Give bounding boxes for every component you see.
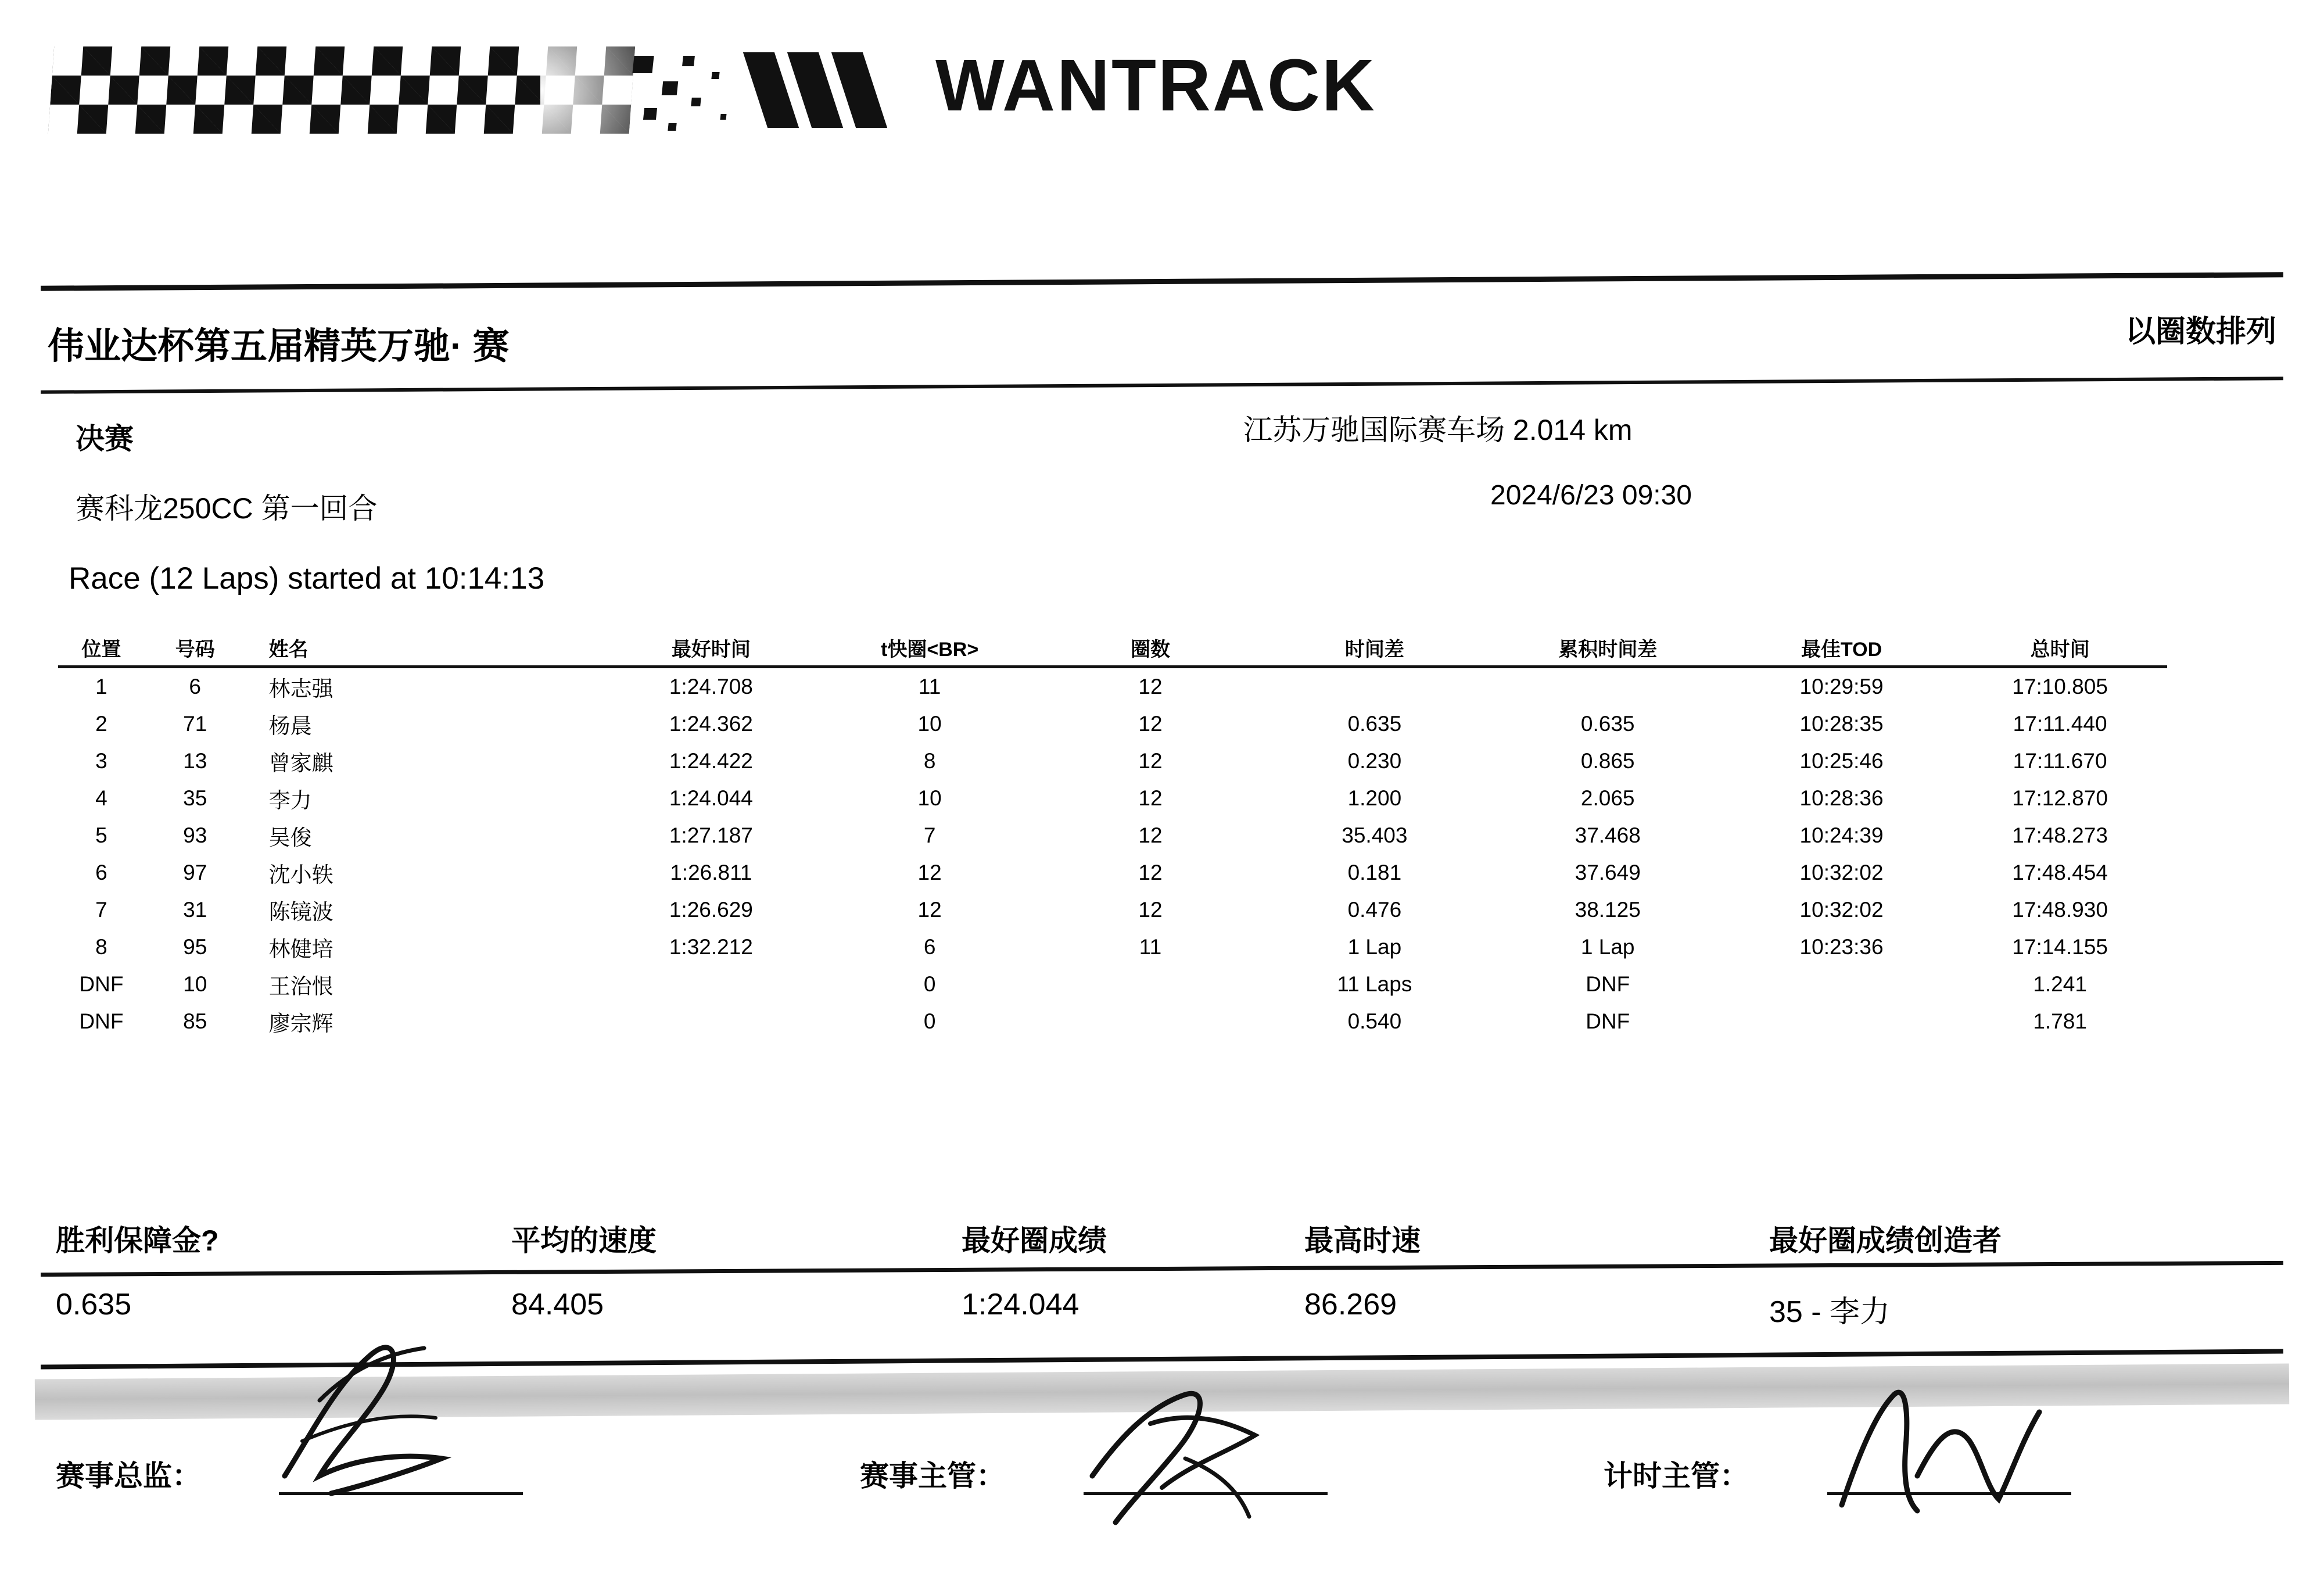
cell-best-tod: 10:28:36 (1799, 786, 1884, 810)
sort-order-note: 以圈数排列 (2125, 315, 2276, 349)
cell-number: 10 (183, 972, 207, 996)
col-laps: 圈数 (1037, 633, 1264, 667)
divider-top (41, 272, 2283, 291)
signature-label-race-manager: 赛事主管： (860, 1460, 1005, 1492)
cell-number: 95 (183, 935, 207, 959)
cell-laps: 12 (1138, 712, 1163, 736)
cell-position: 5 (95, 823, 107, 847)
summary-value-best-lap: 1:24.044 (962, 1288, 1079, 1321)
signature-line-race-manager (1084, 1492, 1328, 1495)
table-row (58, 705, 2167, 743)
cell-best-time: 1:26.811 (670, 861, 752, 884)
cell-best-time: 1:26.629 (669, 898, 753, 922)
summary-values-row (0, 1287, 2324, 1328)
cell-best-tod (1730, 966, 1953, 1003)
col-best-tod: 最佳TOD (1730, 633, 1953, 667)
cell-total-time: 17:48.930 (2012, 898, 2108, 922)
cell-laps: 12 (1138, 675, 1163, 698)
cell-name: 陈镜波 (268, 900, 333, 924)
cell-gap: 0.181 (1347, 861, 1402, 884)
cell-total-time: 17:11.670 (2013, 749, 2107, 773)
table-row (58, 817, 2167, 854)
cell-best-time (600, 966, 822, 1003)
cell-best-lap: 7 (923, 823, 936, 847)
cell-gap: 11 Laps (1337, 972, 1412, 996)
table-row (58, 854, 2167, 891)
cell-total-time: 17:11.440 (2013, 712, 2107, 736)
col-total-gap: 累积时间差 (1486, 633, 1730, 667)
cell-total-gap: 1 Lap (1580, 935, 1635, 959)
wantrack-logo-text: WANTRACK (935, 44, 1376, 126)
cell-name: 吴俊 (268, 826, 312, 850)
flag-speck-icon (711, 72, 719, 79)
table-row (58, 966, 2167, 1003)
cell-total-gap: 37.468 (1575, 823, 1641, 847)
cell-best-tod: 10:28:35 (1799, 712, 1884, 736)
flag-speck-icon (662, 81, 679, 95)
col-gap: 时间差 (1264, 633, 1485, 667)
cell-total-gap: DNF (1586, 972, 1630, 996)
cell-best-tod: 10:25:46 (1799, 749, 1884, 773)
cell-best-tod (1730, 1003, 1953, 1040)
cell-name: 沈小轶 (268, 863, 333, 887)
cell-best-time: 1:24.708 (669, 675, 753, 698)
cell-total-time: 17:10.805 (2012, 675, 2108, 698)
summary-label-avg-speed: 平均的速度 (511, 1224, 657, 1257)
cell-best-lap: 0 (923, 1009, 936, 1033)
flag-speck-icon (720, 114, 726, 120)
cell-total-gap: 0.865 (1580, 749, 1635, 773)
page-header (0, 0, 2324, 192)
cell-number: 97 (183, 861, 207, 884)
cell-total-gap: 0.635 (1580, 712, 1635, 736)
cell-best-lap: 11 (918, 675, 941, 698)
cell-best-tod: 10:32:02 (1799, 861, 1884, 884)
cell-best-tod: 10:32:02 (1799, 898, 1884, 922)
summary-label-best-lap: 最好圈成绩 (962, 1224, 1107, 1257)
results-table-head (58, 633, 2167, 667)
checkered-flag-fade (540, 35, 738, 145)
results-table (58, 633, 2167, 1040)
race-started-label: Race (12 Laps) started at 10:14:13 (69, 561, 545, 596)
cell-best-lap: 10 (917, 786, 942, 810)
cell-best-lap: 10 (917, 712, 942, 736)
cell-best-tod: 10:29:59 (1799, 675, 1884, 698)
table-header-row (58, 633, 2167, 667)
cell-gap: 35.403 (1342, 823, 1408, 847)
scan-grey-band (35, 1363, 2289, 1420)
cell-position: DNF (79, 1009, 124, 1033)
signature-label-timing-manager: 计时主管： (1604, 1460, 1749, 1492)
table-row (58, 743, 2167, 780)
cell-best-lap: 6 (923, 935, 936, 959)
cell-number: 13 (183, 749, 207, 773)
cell-number: 6 (189, 675, 201, 698)
col-number: 号码 (145, 633, 246, 667)
cell-gap: 0.635 (1347, 712, 1402, 736)
cell-total-gap: 37.649 (1575, 861, 1641, 884)
summary-value-best-lap-by: 35 - 李力 (1769, 1295, 1891, 1329)
cell-laps: 11 (1139, 935, 1162, 959)
cell-name: 林健培 (268, 937, 333, 961)
table-row (58, 667, 2167, 706)
cell-laps (1037, 1003, 1264, 1040)
cell-position: 7 (95, 898, 107, 922)
cell-best-lap: 8 (923, 749, 936, 773)
summary-label-best-lap-by: 最好圈成绩创造者 (1769, 1224, 2002, 1257)
cell-best-lap: 12 (917, 861, 942, 884)
cell-gap: 1 Lap (1347, 935, 1402, 959)
cell-total-time: 17:12.870 (2012, 786, 2108, 810)
cell-name: 曾家麒 (268, 751, 333, 775)
cell-number: 85 (183, 1009, 207, 1033)
cell-laps: 12 (1138, 823, 1163, 847)
cell-laps: 12 (1138, 861, 1163, 884)
table-row (58, 929, 2167, 966)
summary-labels-row (0, 1217, 2324, 1258)
col-total-time: 总时间 (1953, 633, 2167, 667)
summary-value-avg-speed: 84.405 (511, 1288, 604, 1321)
flag-speck-icon (691, 98, 701, 106)
table-row (58, 780, 2167, 817)
cell-best-tod: 10:23:36 (1799, 935, 1884, 959)
circuit-label: 江苏万驰国际赛车场 2.014 km (1243, 414, 1633, 446)
cell-number: 71 (183, 712, 207, 736)
event-title: 伟业达杯第五届精英万驰· 赛 (48, 326, 510, 367)
cell-best-tod: 10:24:39 (1799, 823, 1884, 847)
col-best-lap: t快圈<BR> (823, 633, 1037, 667)
cell-position: 2 (95, 712, 107, 736)
cell-laps (1037, 966, 1264, 1003)
cell-total-gap (1486, 667, 1730, 706)
divider-summary (41, 1261, 2283, 1277)
cell-gap: 0.230 (1347, 749, 1402, 773)
cell-total-time: 1.241 (2033, 972, 2087, 996)
cell-number: 93 (183, 823, 207, 847)
cell-best-time (600, 1003, 822, 1040)
col-name: 姓名 (246, 633, 600, 667)
col-position: 位置 (58, 633, 145, 667)
cell-total-time: 17:48.273 (2012, 823, 2108, 847)
cell-name: 廖宗辉 (268, 1012, 333, 1035)
summary-value-prize: 0.635 (56, 1288, 132, 1321)
summary-value-top-speed: 86.269 (1304, 1288, 1397, 1321)
cell-best-time: 1:24.422 (669, 749, 753, 773)
cell-total-gap: 38.125 (1575, 898, 1641, 922)
cell-name: 王治恨 (268, 974, 333, 998)
flag-speck-icon (682, 56, 695, 66)
cell-gap: 1.200 (1347, 786, 1402, 810)
divider-under-title (41, 377, 2283, 394)
summary-label-prize: 胜利保障金? (56, 1224, 219, 1257)
signature-line-race-director (279, 1492, 523, 1495)
flag-speck-icon (643, 108, 657, 120)
cell-position: DNF (79, 972, 124, 996)
cell-best-lap: 0 (923, 972, 936, 996)
cell-number: 35 (183, 786, 207, 810)
cell-best-time: 1:24.362 (669, 712, 753, 736)
cell-best-lap: 12 (917, 898, 942, 922)
class-round-label: 赛科龙250CC 第一回合 (76, 492, 378, 525)
flag-speck-icon (632, 56, 654, 73)
table-row (58, 1003, 2167, 1040)
cell-gap: 0.540 (1347, 1009, 1402, 1033)
cell-total-time: 17:48.454 (2012, 861, 2108, 884)
cell-laps: 12 (1138, 898, 1163, 922)
cell-total-gap: 2.065 (1580, 786, 1635, 810)
table-row (58, 891, 2167, 929)
cell-gap: 0.476 (1347, 898, 1402, 922)
summary-label-top-speed: 最高时速 (1304, 1224, 1421, 1257)
signature-line-timing-manager (1827, 1492, 2071, 1495)
cell-total-time: 17:14.155 (2012, 935, 2108, 959)
cell-position: 1 (95, 675, 107, 698)
cell-best-time: 1:27.187 (669, 823, 753, 847)
results-table-wrapper (58, 633, 2167, 1040)
cell-position: 8 (95, 935, 107, 959)
cell-total-time: 1.781 (2033, 1009, 2087, 1033)
wantrack-logo-mark (755, 52, 901, 128)
cell-total-gap: DNF (1586, 1009, 1630, 1033)
cell-best-time: 1:24.044 (669, 786, 753, 810)
datetime-label: 2024/6/23 09:30 (1490, 480, 1692, 511)
cell-name: 李力 (268, 789, 312, 812)
cell-position: 6 (95, 861, 107, 884)
cell-gap (1264, 667, 1485, 706)
cell-name: 杨晨 (268, 714, 312, 738)
cell-number: 31 (183, 898, 207, 922)
cell-laps: 12 (1138, 749, 1163, 773)
signature-label-race-director: 赛事总监： (56, 1460, 201, 1492)
cell-best-time: 1:32.212 (669, 935, 753, 959)
flag-speck-icon (668, 123, 676, 131)
session-label: 决赛 (76, 422, 134, 455)
cell-name: 林志强 (268, 677, 333, 701)
col-best-time: 最好时间 (600, 633, 822, 667)
cell-position: 4 (95, 786, 107, 810)
cell-position: 3 (95, 749, 107, 773)
cell-laps: 12 (1138, 786, 1163, 810)
signature-row (0, 1429, 2324, 1546)
results-table-body (58, 667, 2167, 1041)
